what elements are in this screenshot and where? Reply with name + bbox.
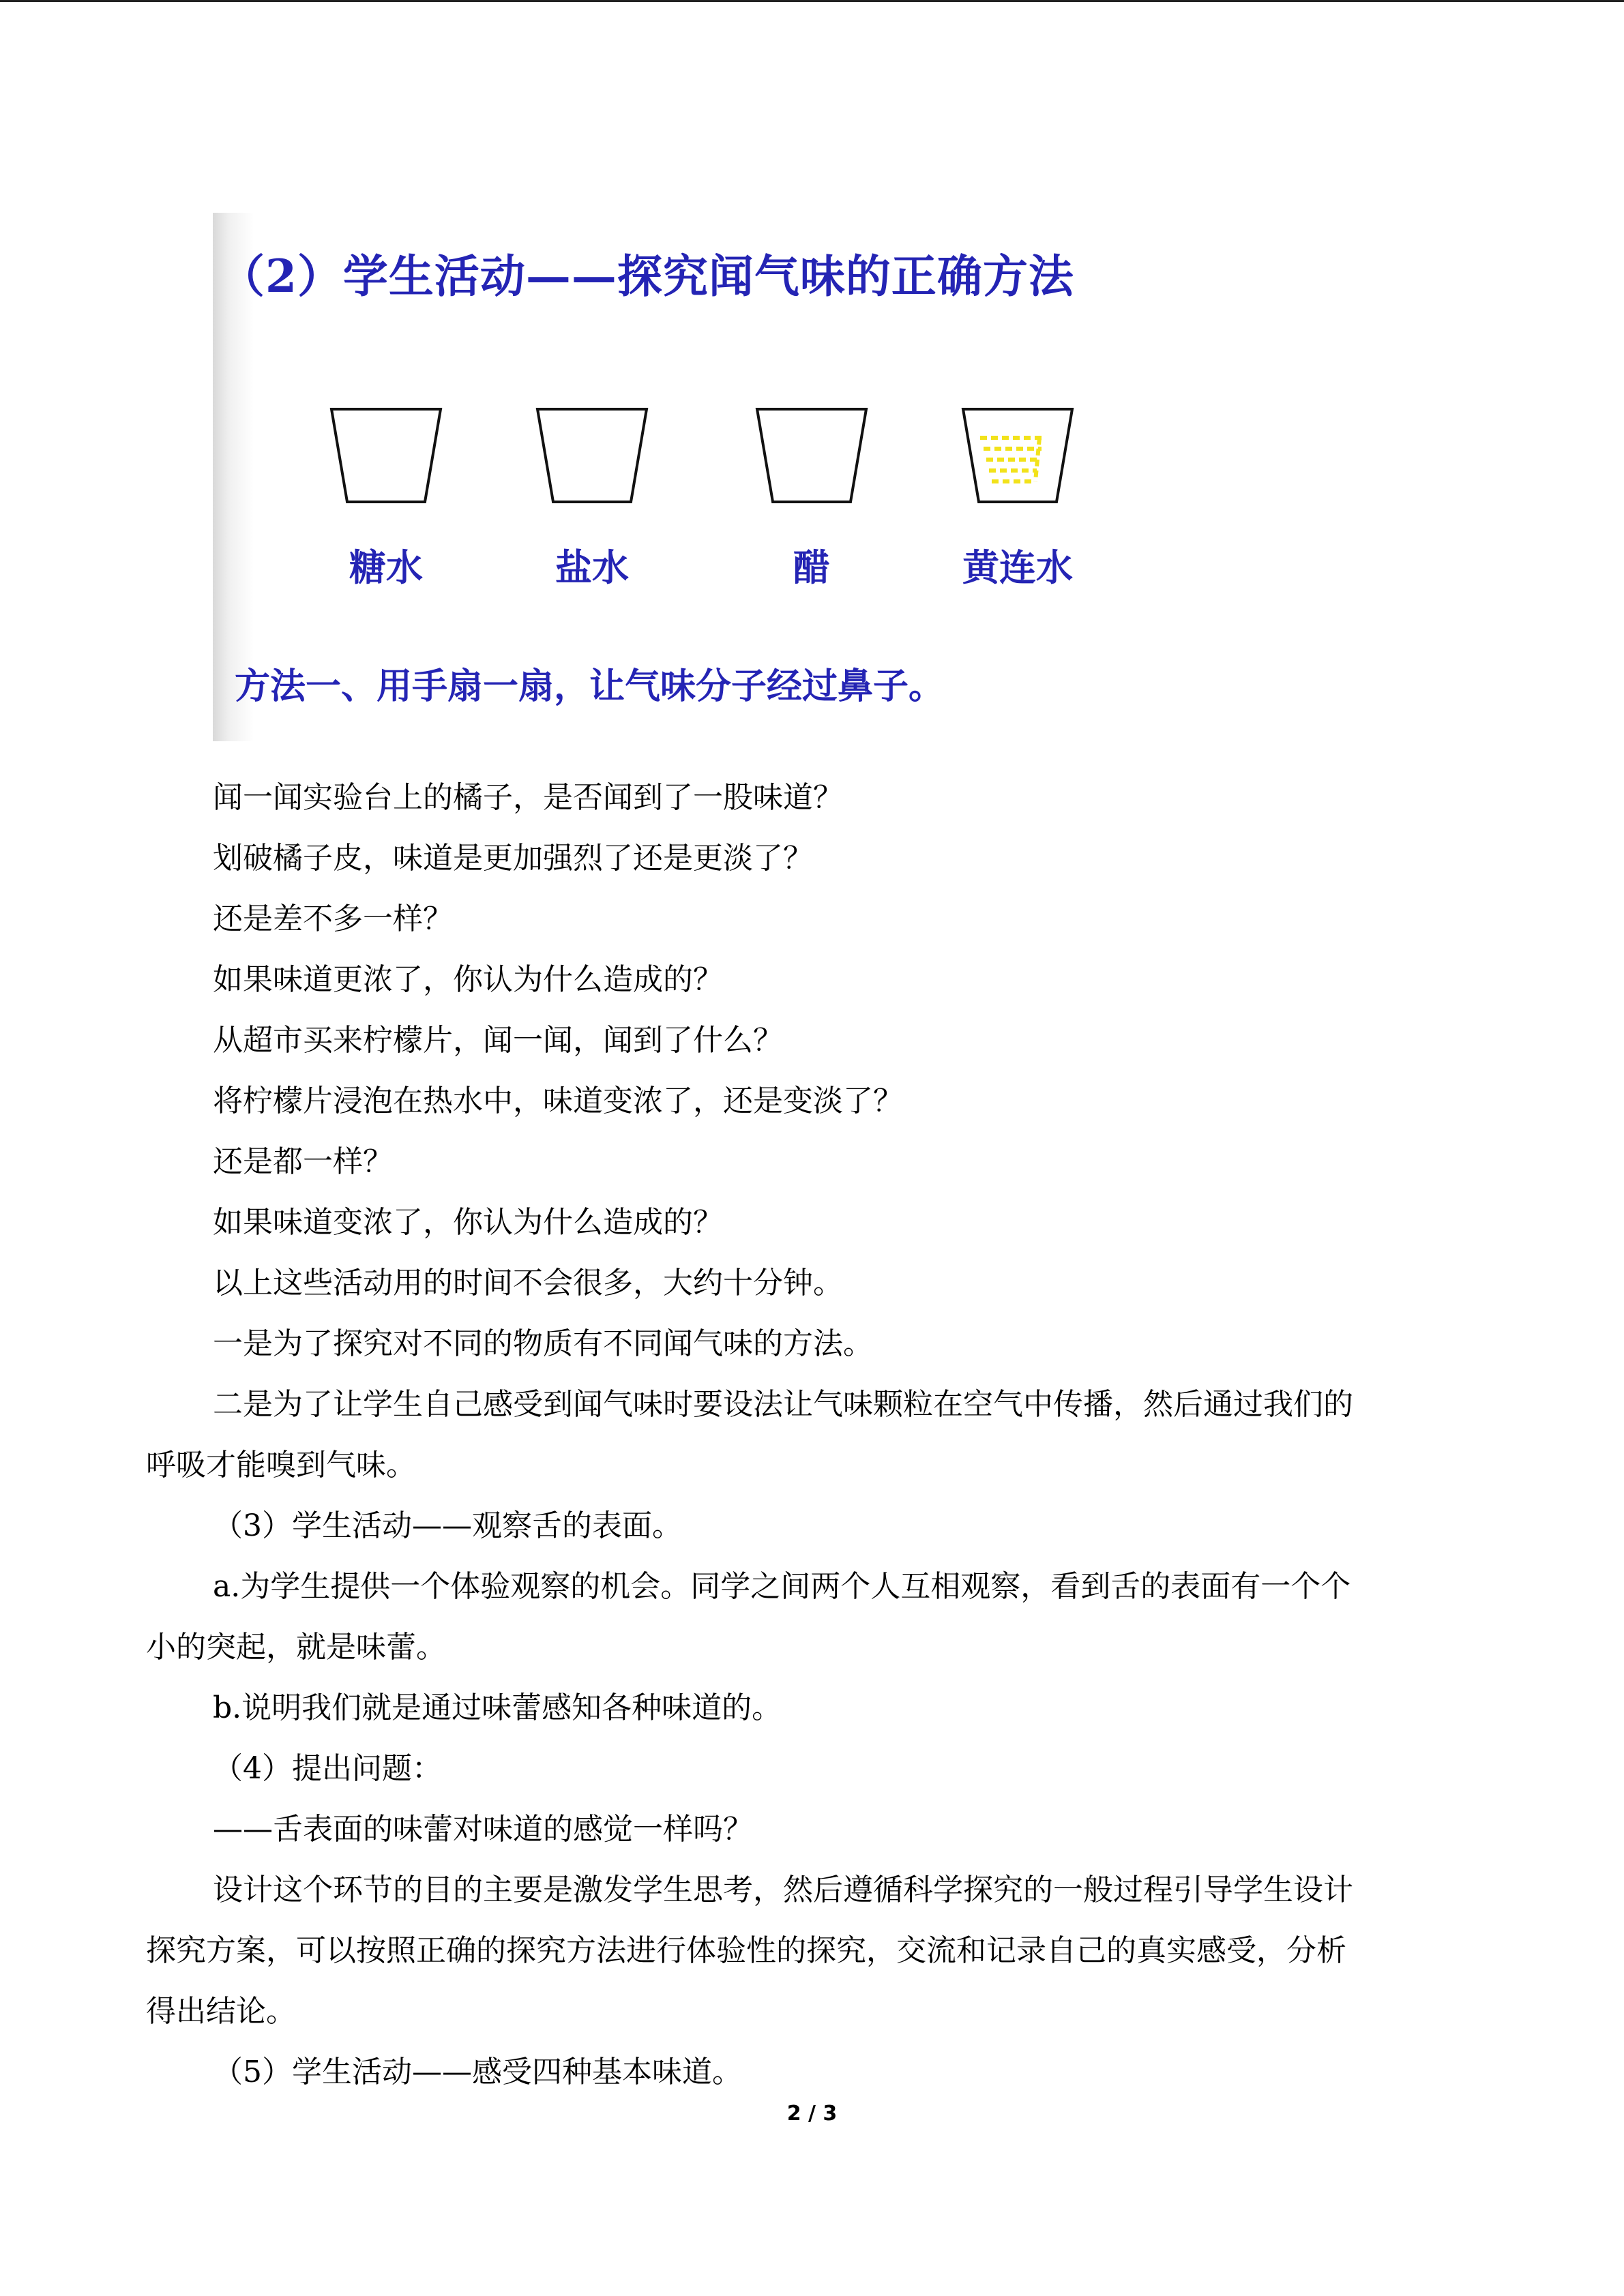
cup-3-vinegar [757,409,866,502]
slide-method-text: 方法一、用手扇一扇，让气味分子经过鼻子。 [235,666,945,707]
slide-image [213,213,1175,741]
body-line: 以上这些活动用的时间不会很多，大约十分钟。 [213,1266,843,1300]
body-line: 一是为了探究对不同的物质有不同闻气味的方法。 [213,1326,873,1361]
cup-label-vinegar: 醋 [793,546,830,589]
page-number: 2 / 3 [786,2102,838,2126]
body-line: ——舌表面的味蕾对味道的感觉一样吗？ [213,1812,753,1847]
body-line: 还是差不多一样？ [213,901,453,936]
cup-label-coptis-water: 黄连水 [962,546,1073,589]
body-line: （5）学生活动——感受四种基本味道。 [213,2055,742,2089]
cup-label-salt-water: 盐水 [555,546,629,589]
body-line: a.为学生提供一个体验观察的机会。同学之间两个人互相观察，看到舌的表面有一个个 [213,1569,1351,1604]
page-top-border [0,0,1624,2]
body-line: 二是为了让学生自己感受到闻气味时要设法让气味颗粒在空气中传播，然后通过我们的 [213,1387,1353,1422]
body-line: 划破橘子皮，味道是更加强烈了还是更淡了？ [213,841,813,876]
cup-1-sugar-water [331,409,441,502]
cup-2-salt-water [537,409,647,502]
body-line: 从超市买来柠檬片，闻一闻，闻到了什么？ [213,1023,783,1058]
body-line: 呼吸才能嗅到气味。 [146,1448,416,1482]
body-line: 闻一闻实验台上的橘子，是否闻到了一股味道？ [213,780,843,815]
body-line: 如果味道更浓了，你认为什么造成的？ [213,962,723,997]
body-line: （3）学生活动——观察舌的表面。 [213,1508,682,1543]
body-line: 得出结论。 [146,1994,296,2029]
body-line: 小的突起，就是味蕾。 [146,1630,446,1665]
cup-4-coptis-water [963,409,1072,502]
body-line: b.说明我们就是通过味蕾感知各种味道的。 [213,1690,782,1725]
body-line: 探究方案，可以按照正确的探究方法进行体验性的探究，交流和记录自己的真实感受，分析 [146,1933,1346,1968]
body-line: （4）提出问题： [213,1751,442,1786]
body-line: 还是都一样？ [213,1144,393,1179]
cup-label-sugar-water: 糖水 [349,546,423,589]
body-line: 将柠檬片浸泡在热水中，味道变浓了，还是变淡了？ [213,1084,903,1118]
slide-title: （2）学生活动——探究闻气味的正确方法 [220,250,1074,303]
body-line: 如果味道变浓了，你认为什么造成的？ [213,1205,723,1240]
body-line: 设计这个环节的目的主要是激发学生思考，然后遵循科学探究的一般过程引导学生设计 [213,1873,1353,1907]
